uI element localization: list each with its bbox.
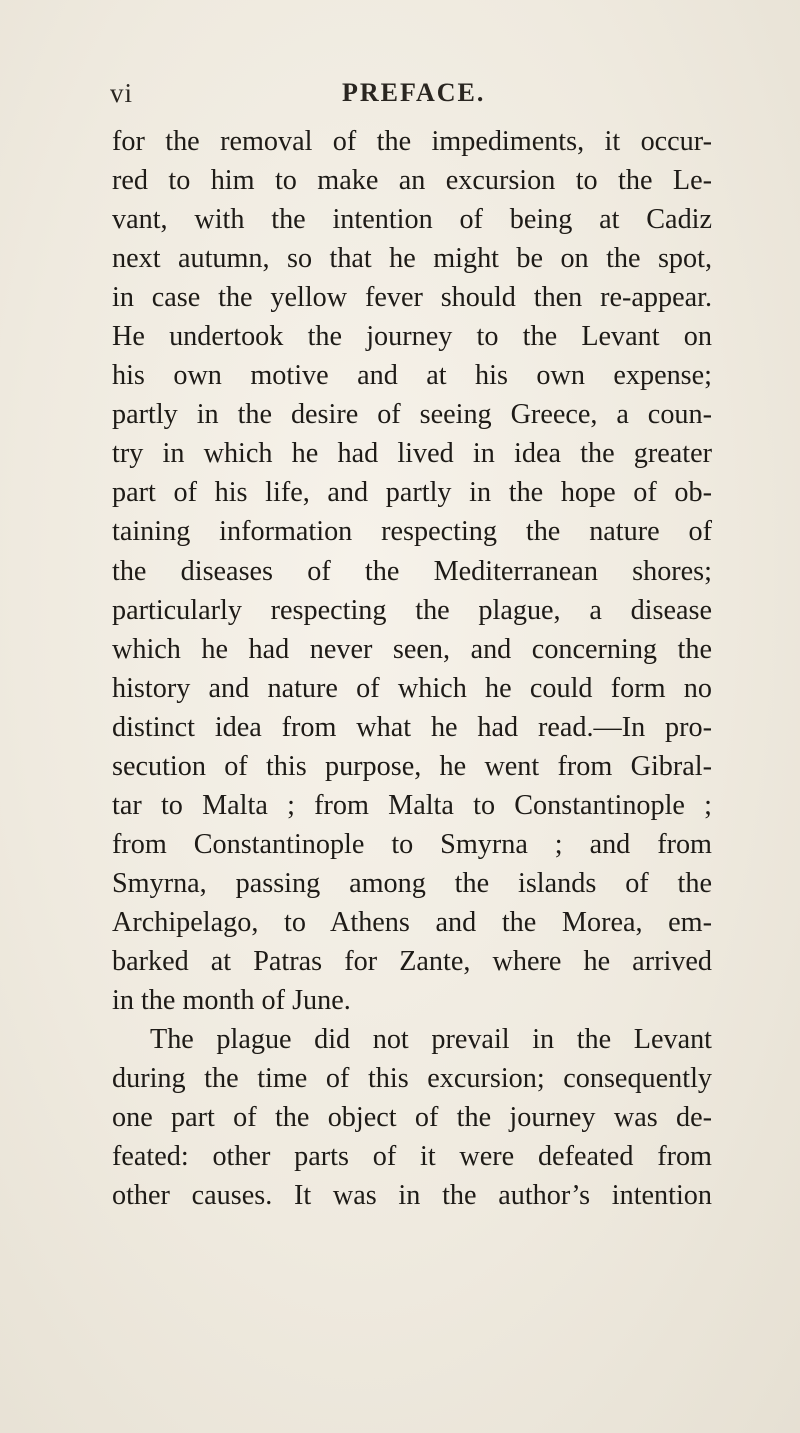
text-line: vant, with the intention of being at Cadiz [112,204,712,236]
text-line: during the time of this excursion; consequently [112,1063,712,1095]
text-line: tar to Malta ; from Malta to Constantinople ; [112,789,712,821]
text-line: the diseases of the Mediterranean shores; [112,555,712,587]
text-line: for the removal of the impediments, it occur- [112,126,712,157]
running-head [110,78,730,118]
text-line: which he had never seen, and concerning the [112,633,712,665]
text-line: red to him to make an excursion to the Le- [112,165,712,197]
text-line: He undertook the journey to the Levant on [112,321,712,353]
page-number: vi [110,78,134,108]
text-line: feated: other parts of it were defeated from [112,1141,712,1173]
text-line: barked at Patras for Zante, where he arrived [112,945,712,977]
text-line: taining information respecting the nature of [112,516,712,548]
text-line: partly in the desire of seeing Greece, a coun- [112,399,712,431]
text-line: history and nature of which he could form no [112,672,712,704]
text-line: next autumn, so that he might be on the spot, [112,243,712,275]
paragraph-first-line: The plague did not prevail in the Levant [150,1024,712,1056]
text-line: other causes. It was in the author’s intention [112,1180,712,1212]
text-line: secution of this purpose, he went from Gibral- [112,750,712,782]
text-line: from Constantinople to Smyrna ; and from [112,828,712,860]
text-line: Smyrna, passing among the islands of the [112,867,712,899]
text-line: particularly respecting the plague, a disease [112,594,712,626]
text-line: in case the yellow fever should then re-appear. [112,282,712,314]
text-line: distinct idea from what he had read.—In pro- [112,711,712,743]
running-title: PREFACE. [342,78,486,107]
text-line: try in which he had lived in idea the greater [112,438,712,470]
text-line: Archipelago, to Athens and the Morea, em- [112,906,712,938]
body-text [112,122,712,1215]
text-line: his own motive and at his own expense; [112,360,712,392]
paragraph-end-line: in the month of June. [112,985,351,1017]
text-line: one part of the object of the journey was de- [112,1102,712,1134]
text-line: part of his life, and partly in the hope of ob- [112,477,712,509]
